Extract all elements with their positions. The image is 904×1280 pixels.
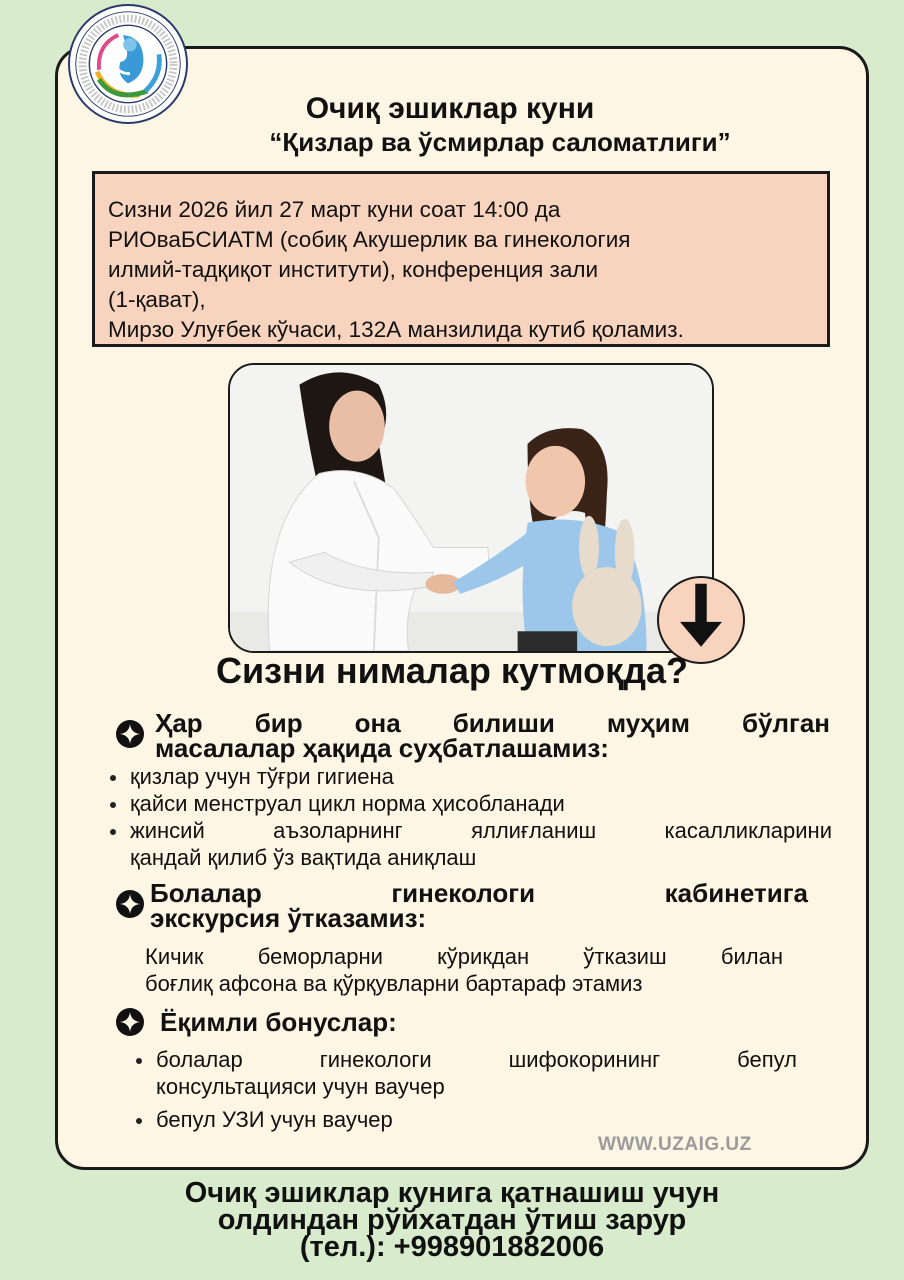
list-item: қизлар учун тўғри гигиена <box>106 763 832 790</box>
invitation-line: Сизни 2026 йил 27 март куни соат 14:00 да <box>108 197 561 222</box>
section2-heading-line: экскурсия ўтказамиз: <box>150 903 427 933</box>
list-item-line: консультацияси учун ваучер <box>156 1074 445 1099</box>
list-item: қайси менструал цикл норма ҳисобланади <box>106 790 832 817</box>
section1-heading-line: масалалар ҳақида суҳбатлашамиз: <box>155 733 609 763</box>
footer-line: олдиндан рўйхатдан ўтиш зарур <box>217 1204 687 1236</box>
page-subtitle: “Қизлар ва ўсмирлар саломатлиги” <box>269 127 731 157</box>
invitation-line: (1-қават), <box>108 287 206 312</box>
footer-line: Очиқ эшиклар кунига қатнашиш учун <box>184 1177 720 1209</box>
registration-footer <box>0 1177 904 1263</box>
list-item: бепул УЗИ учун ваучер <box>132 1106 797 1133</box>
sparkle-bullet-icon <box>116 1008 144 1036</box>
section1-heading-line: Ҳар бир она билиши муҳим бўлган <box>155 708 830 738</box>
doctor-and-girl-photo <box>228 363 714 653</box>
paragraph-line: Кичик беморларни кўрикдан ўтказиш билан <box>145 944 783 969</box>
invitation-box <box>92 171 830 347</box>
invitation-line: РИОваБСИАТМ (собиқ Акушерлик ва гинекология <box>108 227 631 252</box>
sparkle-bullet-icon <box>116 890 144 918</box>
section1-heading <box>155 708 830 763</box>
invitation-line: илмий-тадқиқот институти), конференция зали <box>108 257 599 282</box>
section1-list <box>106 763 832 871</box>
list-item <box>132 1046 797 1100</box>
section2-paragraph <box>145 943 783 997</box>
page-title: Очиқ эшиклар куни <box>305 92 595 125</box>
section-question-heading: Сизни нималар кутмоқда? <box>216 650 688 691</box>
list-item-line: қандай қилиб ўз вақтида аниқлаш <box>130 845 477 870</box>
paragraph-line: боғлиқ афсона ва қўрқувларни бартараф этамиз <box>145 971 643 996</box>
list-item <box>106 817 832 871</box>
section3-heading: Ёқимли бонуслар: <box>160 1007 397 1037</box>
footer-phone[interactable]: (тел.): +998901882006 <box>299 1231 605 1263</box>
sparkle-bullet-icon <box>116 720 144 748</box>
section2-heading-line: Болалар гинекологи кабинетига <box>150 878 808 908</box>
section3-list <box>132 1046 797 1133</box>
section2-heading <box>150 878 808 933</box>
invitation-line: Мирзо Улуғбек кўчаси, 132А манзилида кутиб қоламиз. <box>108 317 684 342</box>
website-link[interactable]: WWW.UZAIG.UZ <box>598 1134 752 1155</box>
list-item-line: жинсий аъзоларнинг яллиғланиш касалликларини <box>130 818 832 843</box>
list-item-line: болалар гинекологи шифокорининг бепул <box>156 1047 797 1072</box>
institute-logo <box>68 4 188 124</box>
